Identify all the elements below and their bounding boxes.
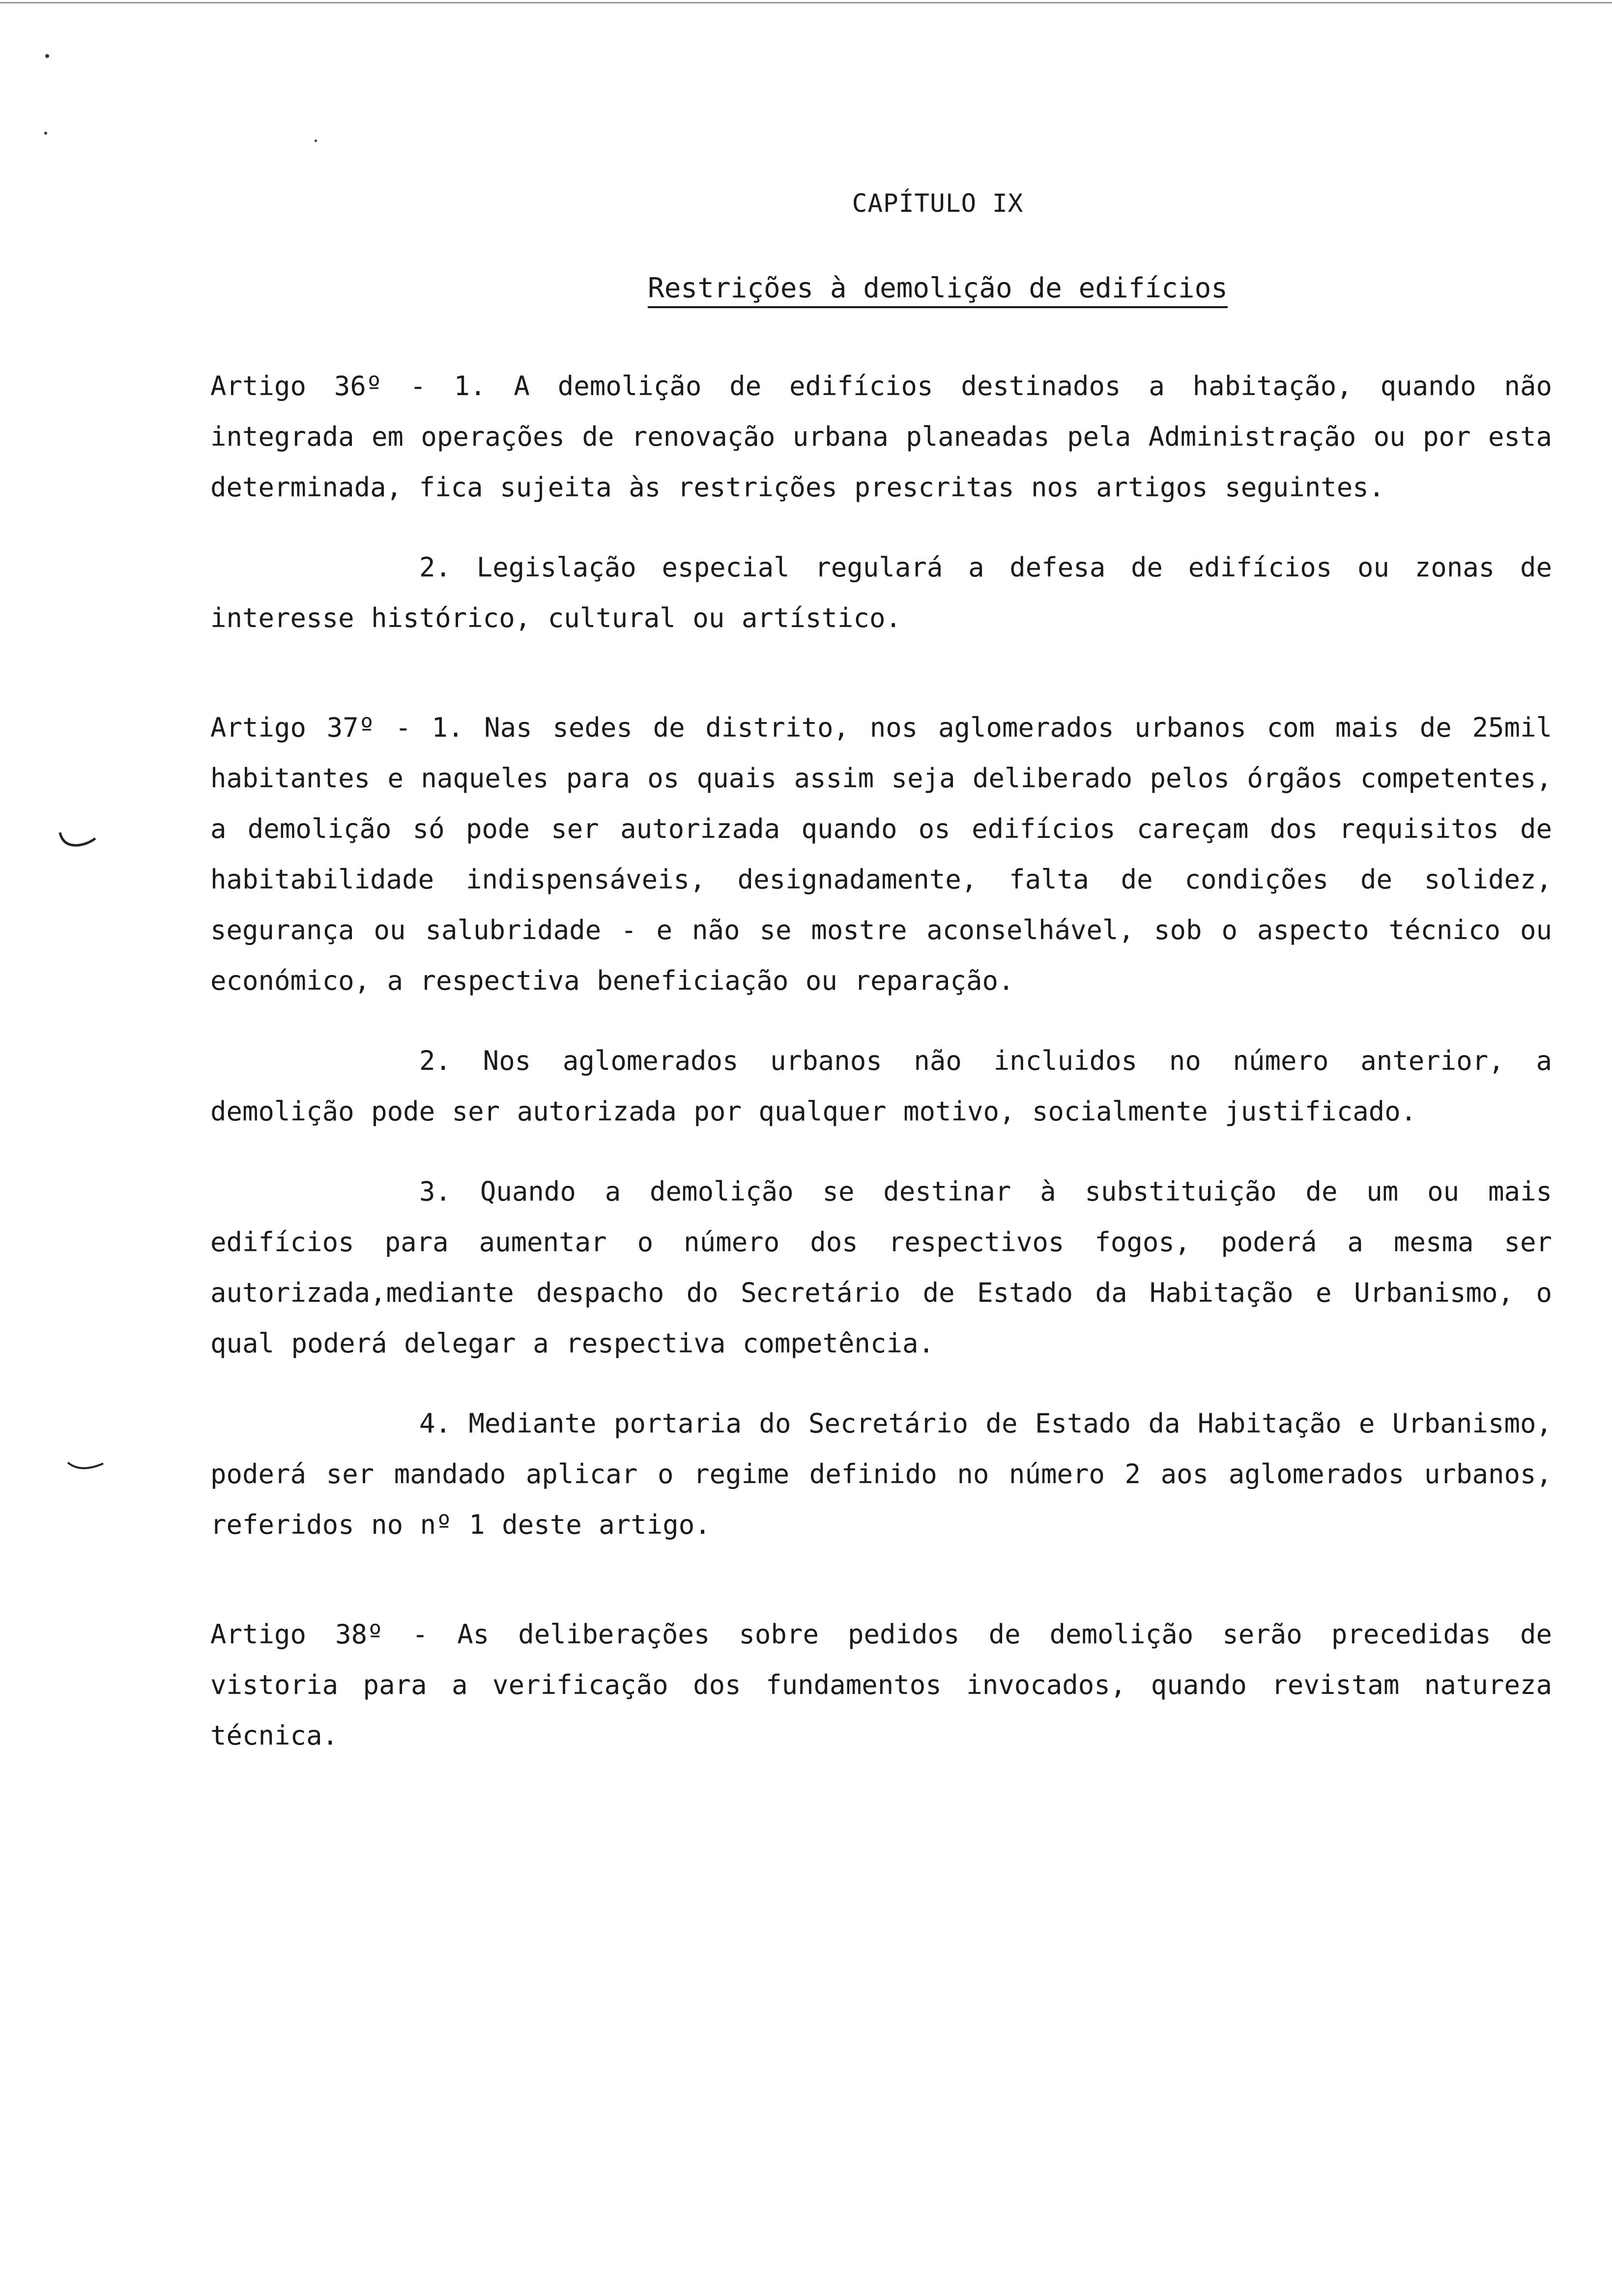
scan-speck — [45, 54, 49, 58]
margin-check-mark — [66, 1459, 105, 1478]
article-37-paragraph-2: 2. Nos aglomerados urbanos não incluidos no número anterior, a demolição pode ser autorizada por qualquer motivo, socialmente justificado. — [210, 1045, 1552, 1127]
chapter-subtitle-text: Restrições à demolição de edifícios — [648, 272, 1228, 308]
article-37-paragraph-4: 4. Mediante portaria do Secretário de Estado da Habitação e Urbanismo, poderá ser mandado aplicar o regime definido no número 2 aos aglomerados urbanos, referidos no nº 1 deste artigo. — [210, 1408, 1552, 1540]
scan-speck — [44, 132, 47, 135]
article-36-paragraph-1: Artigo 36º - 1. A demolição de edifícios destinados a habitação, quando não integrada em operações de renovação urbana planeadas pela Administração ou por esta determinada, fica sujeita às restrições prescritas nos artigos seguintes. — [210, 371, 1552, 503]
article-38-paragraph: Artigo 38º - As deliberações sobre pedidos de demolição serão precedidas de vistoria para a verificação dos fundamentos invocados, quando revistam natureza técnica. — [210, 1619, 1552, 1751]
margin-check-mark — [58, 831, 97, 850]
top-border-line — [0, 2, 1612, 3]
article-37-paragraph-1: Artigo 37º - 1. Nas sedes de distrito, nos aglomerados urbanos com mais de 25mil habitantes e naqueles para os quais assim seja deliberado pelos órgãos competentes, a demolição só pode ser autorizada quando os edifícios careçam dos requisitos de habitabilidade indispensáveis, designadamente, falta de condições de solidez, segurança ou salubridade - e não se mostre aconselhável, sob o aspecto técnico ou económico, a respectiva beneficiação ou reparação. — [210, 712, 1552, 996]
article-37-paragraph-3: 3. Quando a demolição se destinar à substituição de um ou mais edifícios para aumentar o número dos respectivos fogos, poderá a mesma ser autorizada,mediante despacho do Secretário de Estado da Habitação e Urbanismo, o qual poderá delegar a respectiva competência. — [210, 1176, 1552, 1359]
scan-speck — [315, 140, 317, 142]
document-page — [210, 187, 1552, 1790]
chapter-title: CAPÍTULO IX — [852, 189, 1024, 218]
article-36-paragraph-2: 2. Legislação especial regulará a defesa de edifícios ou zonas de interesse histórico, cultural ou artístico. — [210, 552, 1552, 633]
chapter-subtitle — [323, 270, 1552, 307]
